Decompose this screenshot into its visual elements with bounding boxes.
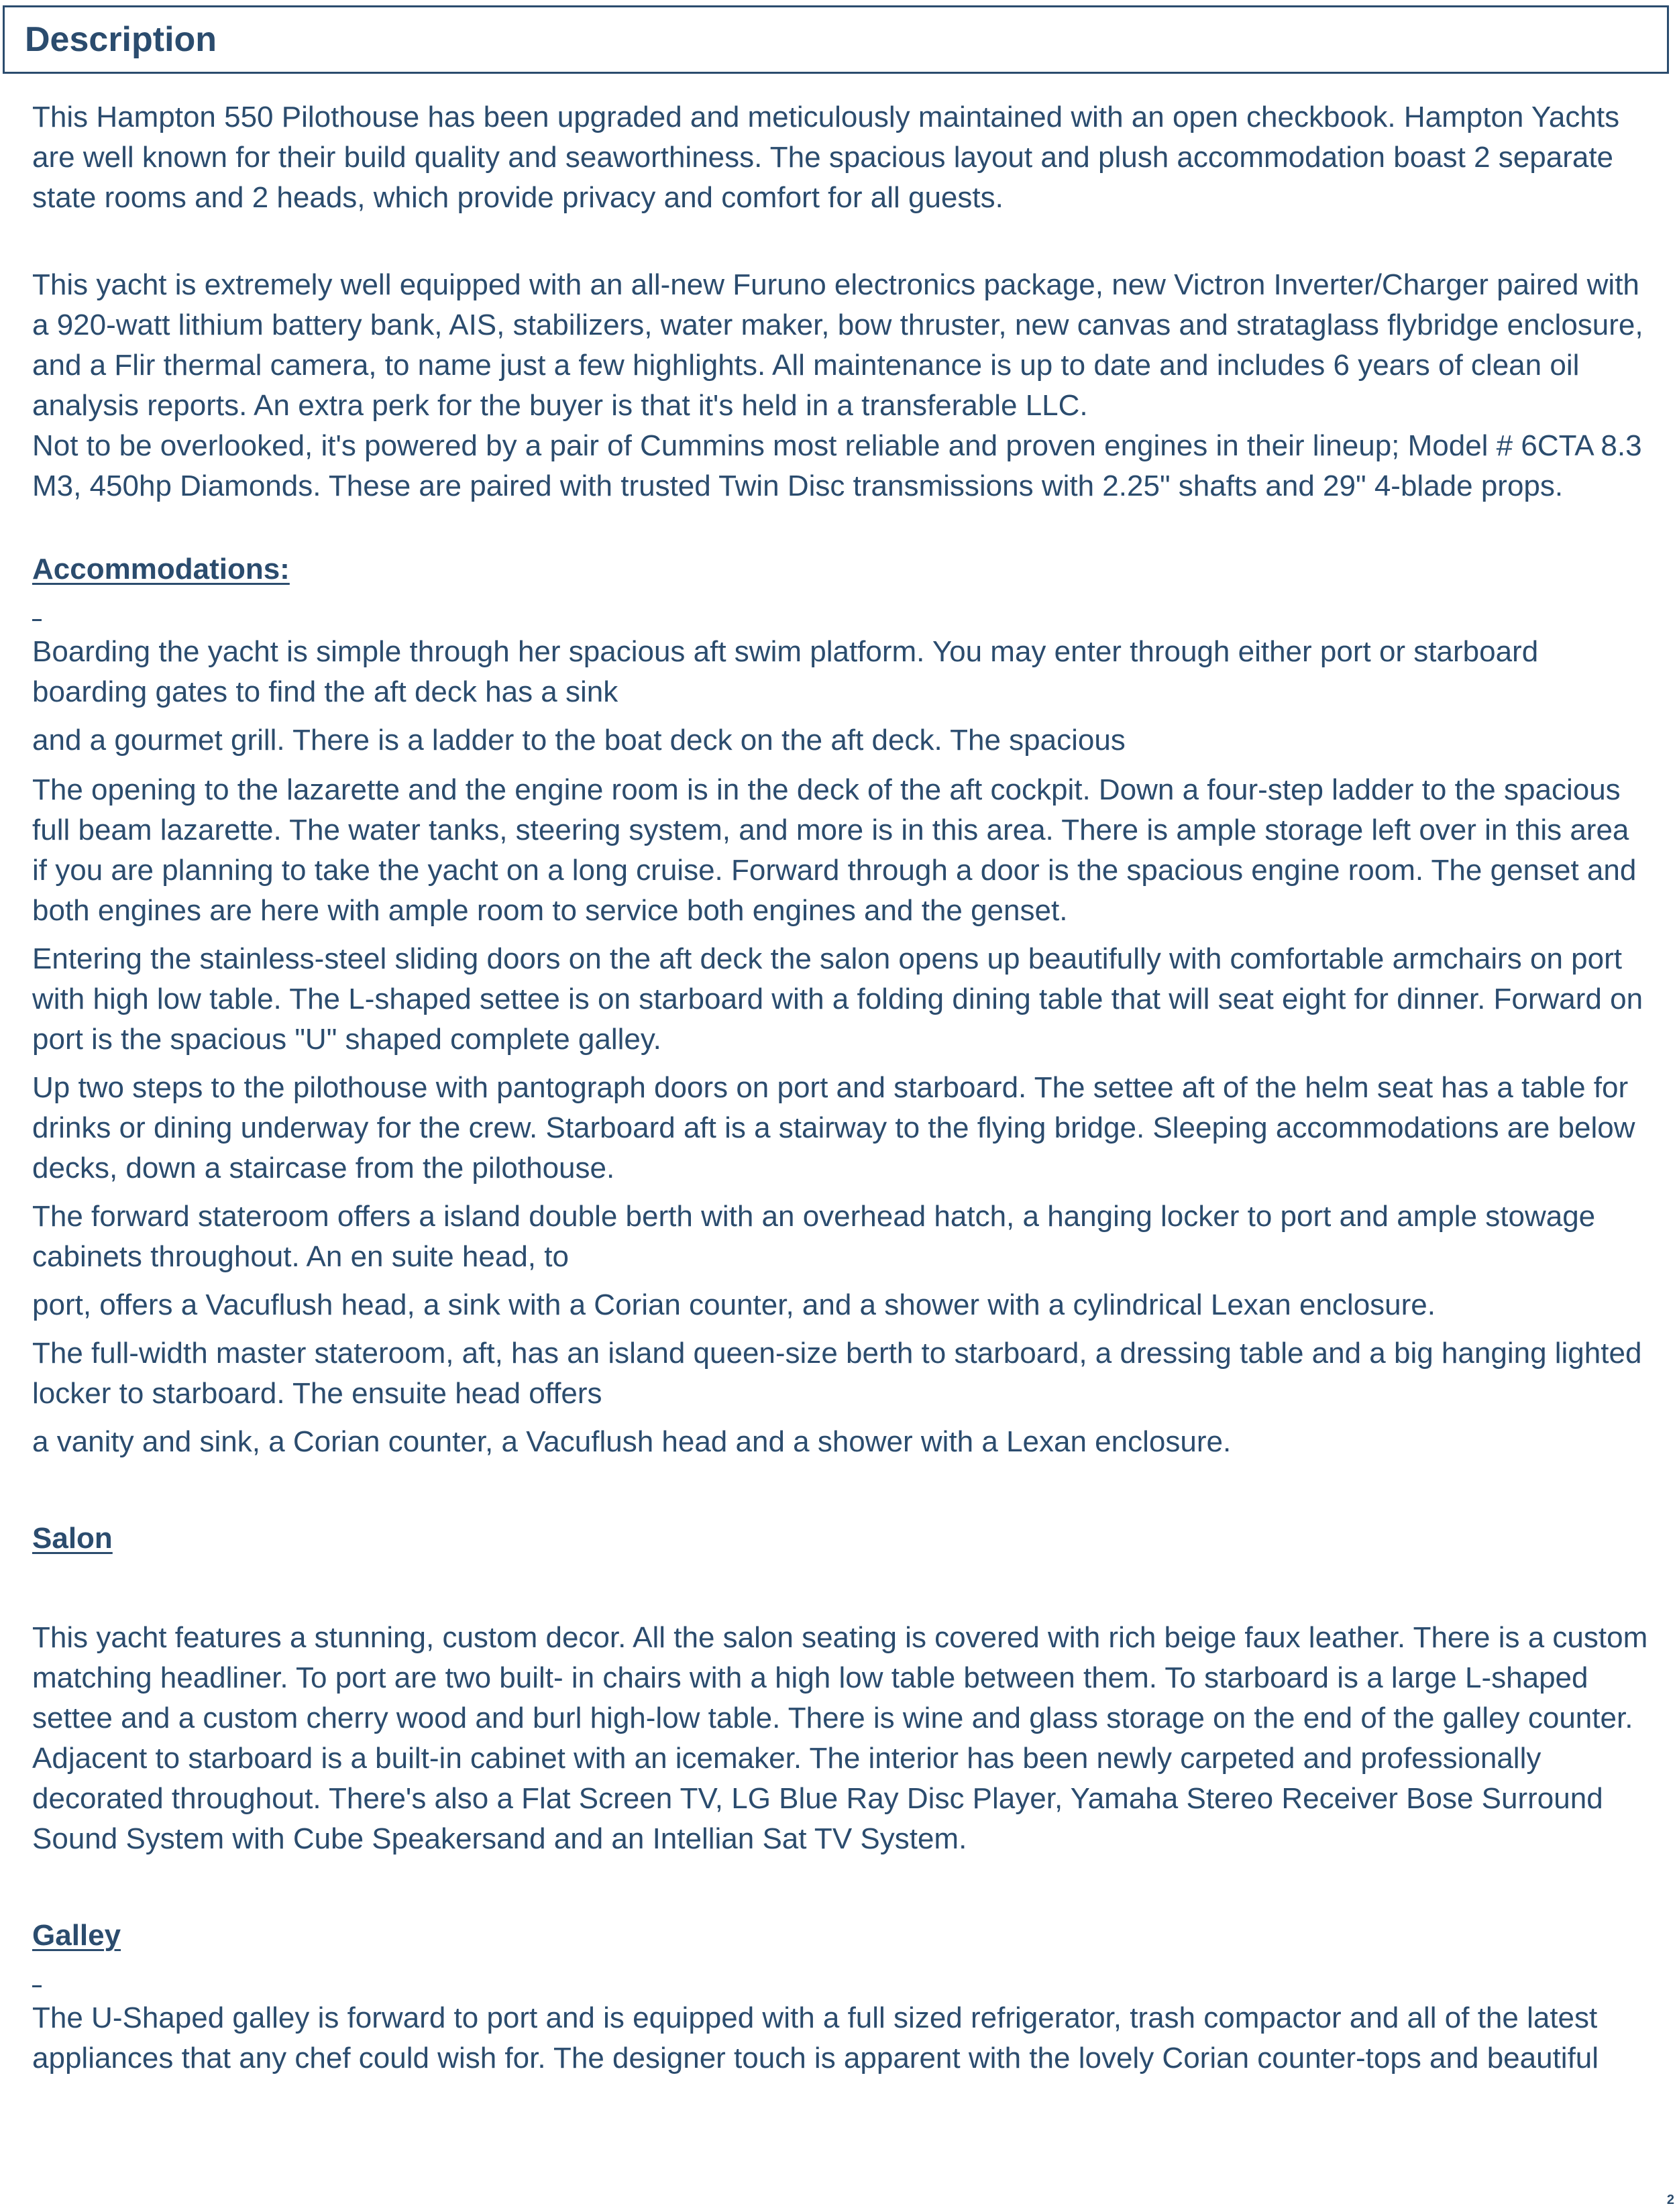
section-title: Description bbox=[25, 20, 217, 59]
accommodations-heading: Accommodations: bbox=[32, 553, 290, 586]
master-stateroom-paragraph: The full-width master stateroom, aft, has an island queen-size berth to starboard, a dressing table and a big hanging lighted locker to starboard. The ensuite head offers bbox=[32, 1337, 1642, 1410]
head-paragraph: port, offers a Vacuflush head, a sink with a Corian counter, and a shower with a cylindrical Lexan enclosure. bbox=[32, 1288, 1436, 1321]
description-header bbox=[3, 5, 1669, 74]
engines-paragraph: Not to be overlooked, it's powered by a pair of Cummins most reliable and proven engines in their lineup; Model # 6CTA 8.3 M3, 450hp Diamonds. These are paired with trusted Twin Disc transmissions with 2.25" shafts and 29" 4-blade props. bbox=[32, 429, 1642, 502]
boarding-paragraph: Boarding the yacht is simple through her spacious aft swim platform. You may enter through either port or starboard boarding gates to find the aft deck has a sink bbox=[32, 635, 1539, 708]
intro-paragraph: This Hampton 550 Pilothouse has been upgraded and meticulously maintained with an open checkbook. Hampton Yachts are well known for their build quality and seaworthiness. The spacious layout and plush accommodation boast 2 separate state rooms and 2 heads, which provide privacy and comfort for all guests. bbox=[32, 101, 1620, 214]
salon-paragraph: This yacht features a stunning, custom decor. All the salon seating is covered with rich beige faux leather. There is a custom matching headliner. To port are two built- in chairs with a high low table between them. To starboard is a large L-shaped settee and a custom cherry wood and burl high-low table. There is wine and glass storage on the end of the galley counter. Adjacent to starboard is a built-in cabinet with an icemaker. The interior has been newly carpeted and professionally decorated throughout. There's also a Flat Screen TV, LG Blue Ray Disc Player, Yamaha Stereo Receiver Bose Surround Sound System with Cube Speakersand and an Intellian Sat TV System. bbox=[32, 1621, 1648, 1855]
document-body bbox=[32, 97, 1649, 2079]
page-number: 2 bbox=[1666, 2193, 1674, 2207]
galley-paragraph: The U-Shaped galley is forward to port and is equipped with a full sized refrigerator, trash compactor and all of the latest appliances that any chef could wish for. The designer touch is apparent with the lovely Corian counter-tops and beautiful bbox=[32, 2001, 1599, 2075]
forward-stateroom-paragraph: The forward stateroom offers a island double berth with an overhead hatch, a hanging locker to port and ample stowage cabinets throughout. An en suite head, to bbox=[32, 1200, 1596, 1273]
grill-paragraph: and a gourmet grill. There is a ladder to the boat deck on the aft deck. The spacious bbox=[32, 724, 1126, 757]
salon-heading: Salon bbox=[32, 1522, 113, 1555]
ensuite-paragraph: a vanity and sink, a Corian counter, a Vacuflush head and a shower with a Lexan enclosure. bbox=[32, 1425, 1232, 1458]
equipment-paragraph: This yacht is extremely well equipped with an all-new Furuno electronics package, new Victron Inverter/Charger paired with a 920-watt lithium battery bank, AIS, stabilizers, water maker, bow thruster, new canvas and strataglass flybridge enclosure, and a Flir thermal camera, to name just a few highlights. All maintenance is up to date and includes 6 years of clean oil analysis reports. An extra perk for the buyer is that it's held in a transferable LLC. bbox=[32, 268, 1643, 422]
galley-heading: Galley bbox=[32, 1919, 121, 1952]
salon-entry-paragraph: Entering the stainless-steel sliding doors on the aft deck the salon opens up beautifully with comfortable armchairs on port with high low table. The L-shaped settee is on starboard with a folding dining table that will seat eight for dinner. Forward on port is the spacious "U" shaped complete galley. bbox=[32, 942, 1643, 1056]
lazarette-paragraph: The opening to the lazarette and the engine room is in the deck of the aft cockpit. Down a four-step ladder to the spacious full beam lazarette. The water tanks, steering system, and more is in this area. There is ample storage left over in this area if you are planning to take the yacht on a long cruise. Forward through a door is the spacious engine room. The genset and both engines are here with ample room to service both engines and the genset. bbox=[32, 773, 1637, 927]
pilothouse-paragraph: Up two steps to the pilothouse with pantograph doors on port and starboard. The settee aft of the helm seat has a table for drinks or dining underway for the crew. Starboard aft is a stairway to the flying bridge. Sleeping accommodations are below decks, down a staircase from the pilothouse. bbox=[32, 1071, 1635, 1184]
